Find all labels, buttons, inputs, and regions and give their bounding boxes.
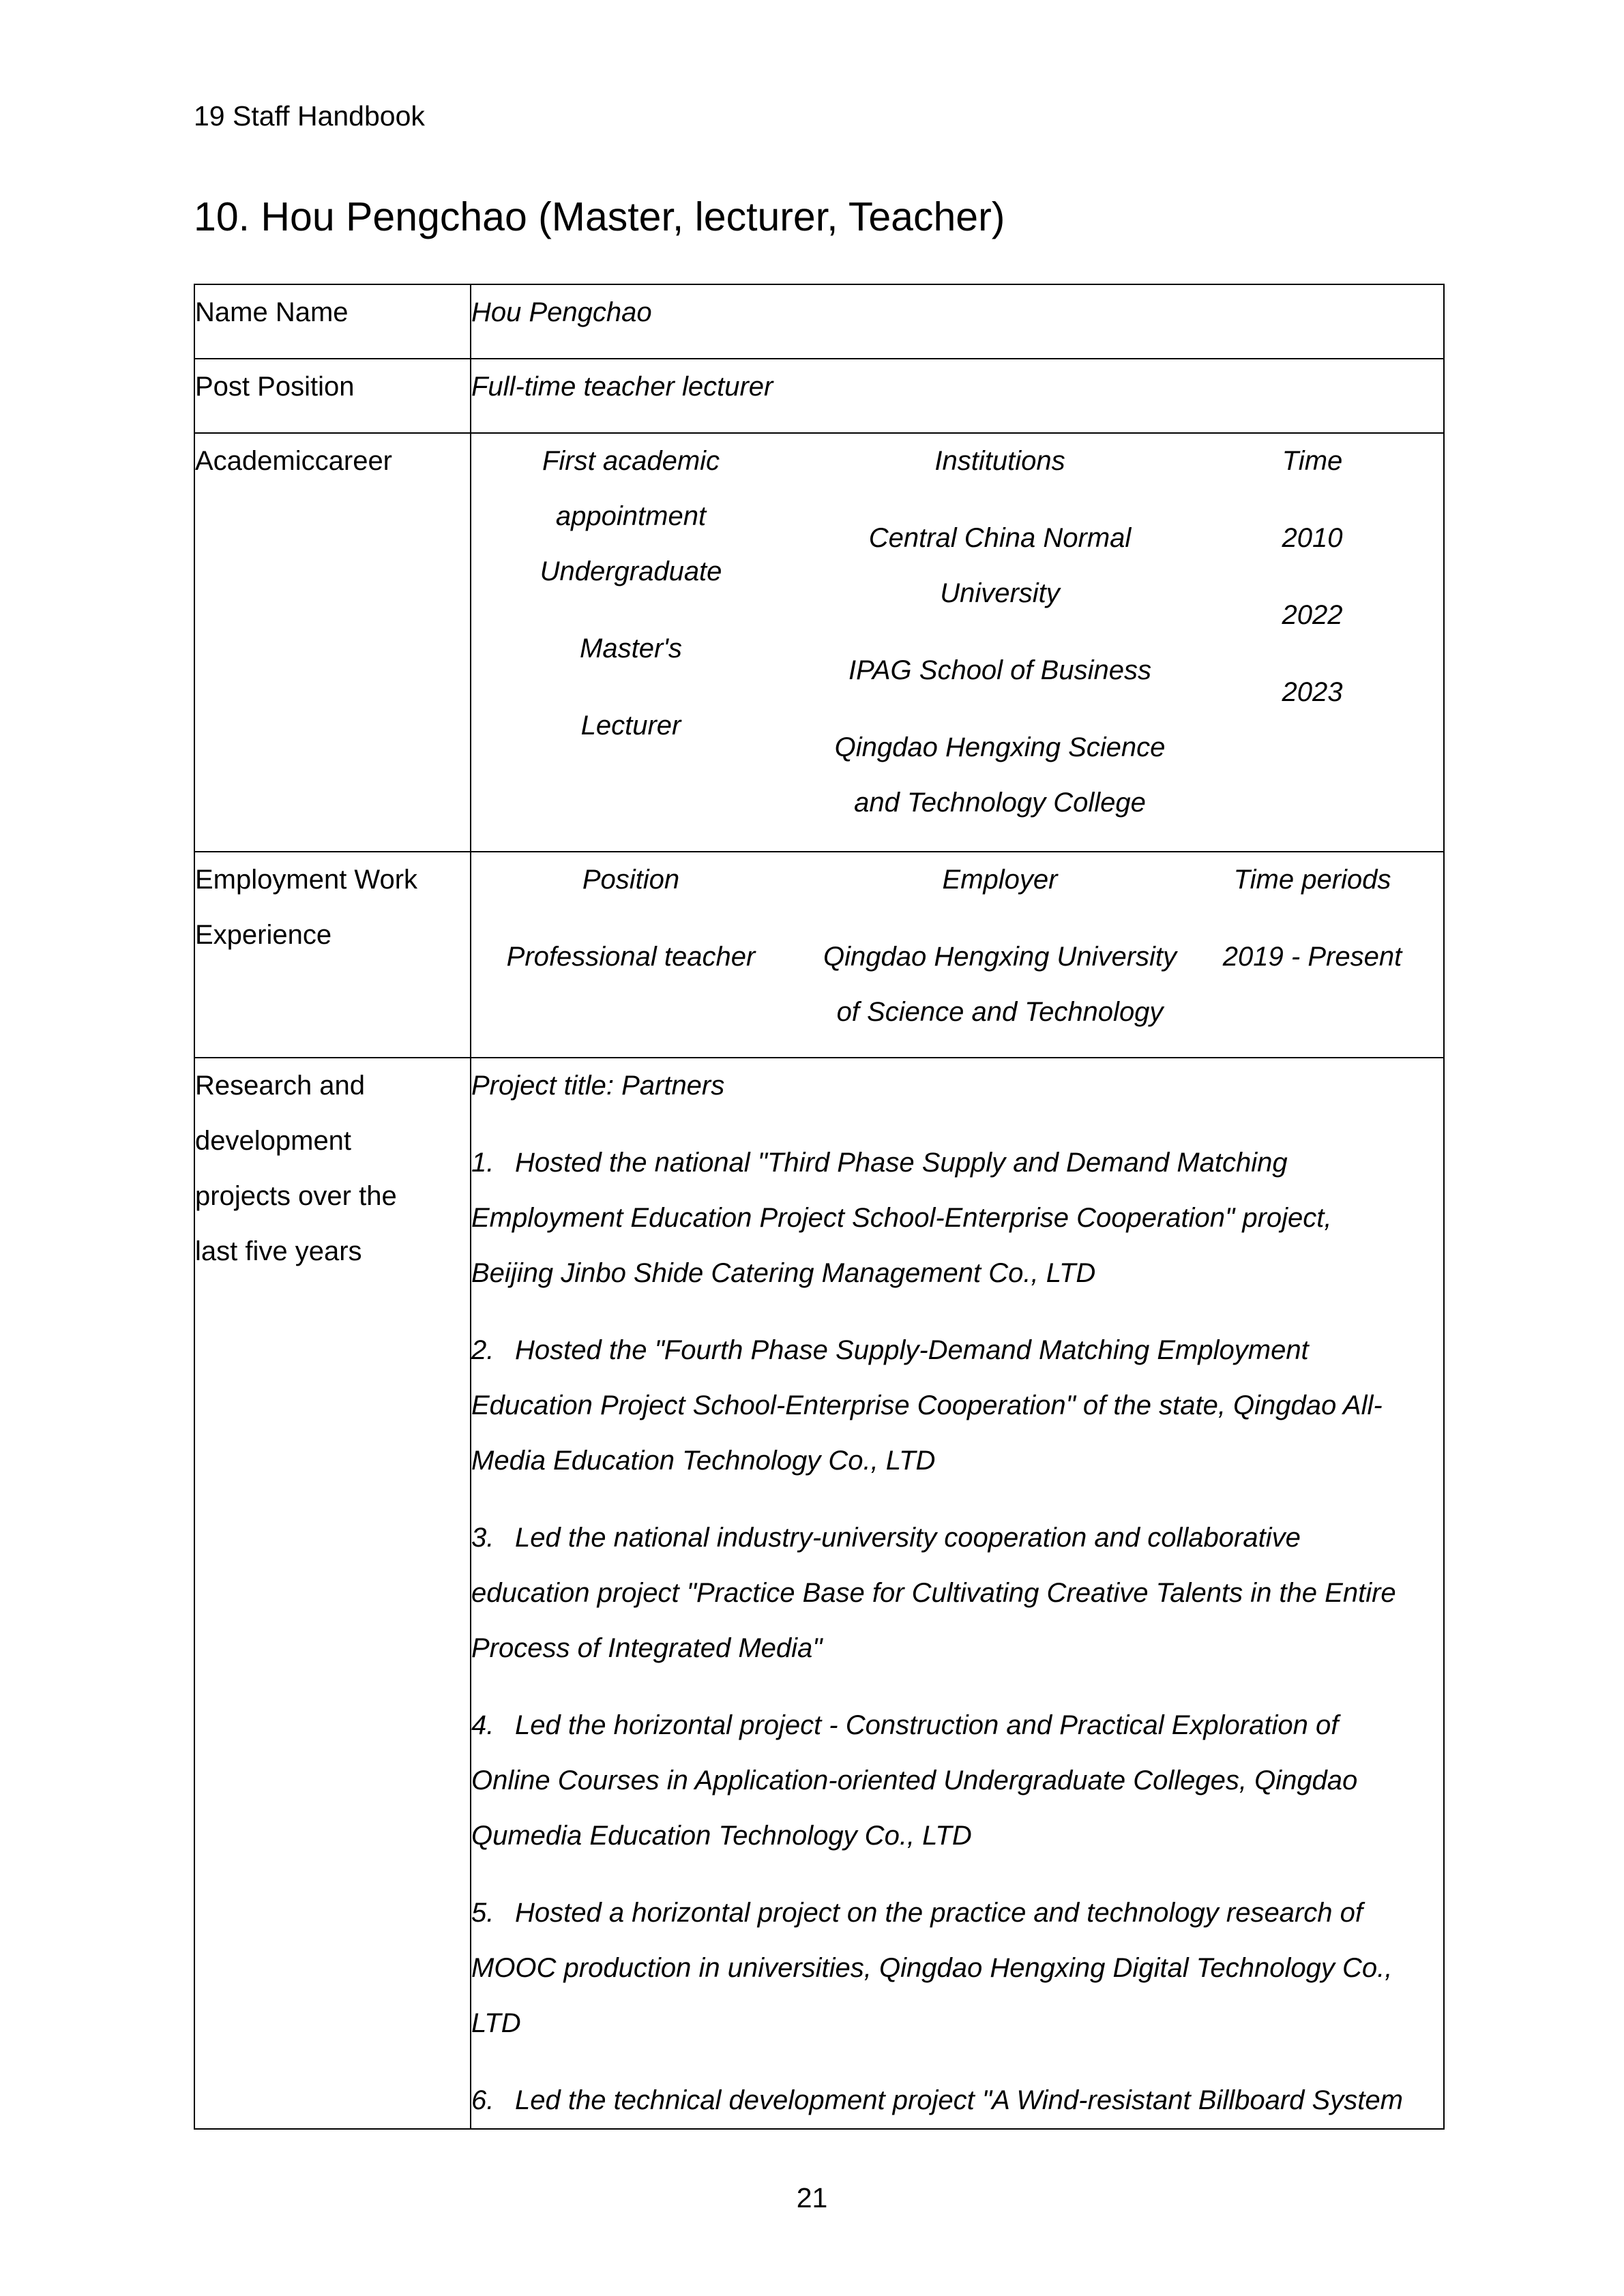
academic-header-appointment-2: appointment [555, 501, 707, 531]
research-item-5 [471, 1885, 1443, 2051]
name-label: Name Name [194, 284, 471, 359]
academic-appointment-3: Lecturer [580, 711, 681, 741]
research-item-3-line3: Process of Integrated Media" [471, 1633, 823, 1663]
research-item-2-line1: Hosted the "Fourth Phase Supply-Demand Matching Employment [515, 1335, 1309, 1365]
academic-appointment-1: Undergraduate [540, 556, 722, 586]
research-item-6-line1: Led the technical development project "A Wind-resistant Billboard System [515, 2085, 1403, 2115]
employment-header-employer: Employer [942, 865, 1058, 895]
academic-col-institutions [791, 434, 1209, 831]
academic-label: Academiccareer [194, 433, 471, 852]
table-row-employment [194, 852, 1444, 1058]
research-item-2-line3: Media Education Technology Co., LTD [471, 1446, 936, 1476]
employment-time-value: 2019 - Present [1222, 942, 1402, 972]
research-label-line1: Research and [195, 1071, 366, 1101]
research-item-1-num: 1. [471, 1148, 494, 1178]
employment-col-time [1209, 852, 1415, 1040]
research-item-2 [471, 1323, 1443, 1489]
academic-value [471, 433, 1444, 852]
research-item-4-line3: Qumedia Education Technology Co., LTD [471, 1821, 972, 1851]
research-item-5-line2: MOOC production in universities, Qingdao Hengxing Digital Technology Co., [471, 1953, 1393, 1983]
table-row-name [194, 284, 1444, 359]
research-item-6-num: 6. [471, 2085, 494, 2115]
academic-col-time [1209, 434, 1415, 831]
research-item-5-line3: LTD [471, 2008, 521, 2038]
academic-header-institutions: Institutions [934, 446, 1065, 476]
employment-position-value: Professional teacher [506, 942, 756, 972]
employment-col-employer [791, 852, 1209, 1040]
academic-time-2: 2022 [1282, 600, 1343, 630]
staff-info-table [194, 284, 1445, 2130]
employment-label-line2: Experience [195, 920, 332, 950]
post-value: Full-time teacher lecturer [471, 359, 1444, 433]
employment-employer-line1: Qingdao Hengxing University [823, 942, 1177, 972]
research-item-3-line2: education project "Practice Base for Cultivating Creative Talents in the Entire [471, 1578, 1396, 1608]
research-item-4-line2: Online Courses in Application-oriented Undergraduate Colleges, Qingdao [471, 1765, 1358, 1795]
running-header: 19 Staff Handbook [194, 100, 425, 132]
employment-grid [471, 852, 1443, 1040]
research-item-6 [471, 2073, 1443, 2128]
research-label [194, 1058, 471, 2129]
research-value [471, 1058, 1444, 2129]
research-item-1-line1: Hosted the national "Third Phase Supply and Demand Matching [515, 1148, 1288, 1178]
research-label-line4: last five years [195, 1236, 362, 1266]
academic-institution-2: IPAG School of Business [848, 655, 1151, 685]
research-item-2-line2: Education Project School-Enterprise Cooperation" of the state, Qingdao All- [471, 1390, 1383, 1420]
employment-col-position [471, 852, 791, 1040]
employment-label-line1: Employment Work [195, 865, 418, 895]
employment-label [194, 852, 471, 1058]
academic-institution-1b: University [940, 578, 1060, 608]
employment-header-position: Position [582, 865, 680, 895]
research-item-1-line3: Beijing Jinbo Shide Catering Management Co., LTD [471, 1258, 1096, 1288]
research-item-1 [471, 1135, 1443, 1301]
table-row-research [194, 1058, 1444, 2129]
post-label: Post Position [194, 359, 471, 433]
research-item-3-num: 3. [471, 1523, 494, 1553]
research-item-4-line1: Led the horizontal project - Construction and Practical Exploration of [515, 1710, 1339, 1740]
employment-value [471, 852, 1444, 1058]
research-item-3 [471, 1510, 1443, 1676]
employment-header-time: Time periods [1233, 865, 1391, 895]
research-item-5-line1: Hosted a horizontal project on the practice and technology research of [515, 1898, 1363, 1928]
academic-time-3: 2023 [1282, 677, 1343, 707]
academic-header-time: Time [1282, 446, 1343, 476]
section-title: 10. Hou Pengchao (Master, lecturer, Teacher) [194, 194, 1005, 239]
research-item-1-line2: Employment Education Project School-Enterprise Cooperation" project, [471, 1203, 1332, 1233]
research-head: Project title: Partners [471, 1071, 725, 1101]
academic-col-appointment [471, 434, 791, 831]
research-item-2-num: 2. [471, 1335, 494, 1365]
research-item-4 [471, 1698, 1443, 1864]
research-label-line2: development [195, 1126, 352, 1156]
academic-grid [471, 434, 1443, 831]
academic-time-1: 2010 [1282, 523, 1343, 553]
academic-header-appointment-1: First academic [542, 446, 720, 476]
research-item-5-num: 5. [471, 1898, 494, 1928]
table-row-academic [194, 433, 1444, 852]
academic-institution-3a: Qingdao Hengxing Science [834, 732, 1166, 762]
table-row-post [194, 359, 1444, 433]
name-value: Hou Pengchao [471, 284, 1444, 359]
research-item-3-line1: Led the national industry-university cooperation and collaborative [515, 1523, 1301, 1553]
academic-appointment-2: Master's [580, 633, 682, 664]
employment-employer-line2: of Science and Technology [836, 997, 1164, 1027]
research-label-line3: projects over the [195, 1181, 397, 1211]
academic-institution-1a: Central China Normal [868, 523, 1132, 553]
research-item-4-num: 4. [471, 1710, 494, 1740]
page-number: 21 [796, 2182, 828, 2213]
academic-institution-3b: and Technology College [854, 788, 1146, 818]
